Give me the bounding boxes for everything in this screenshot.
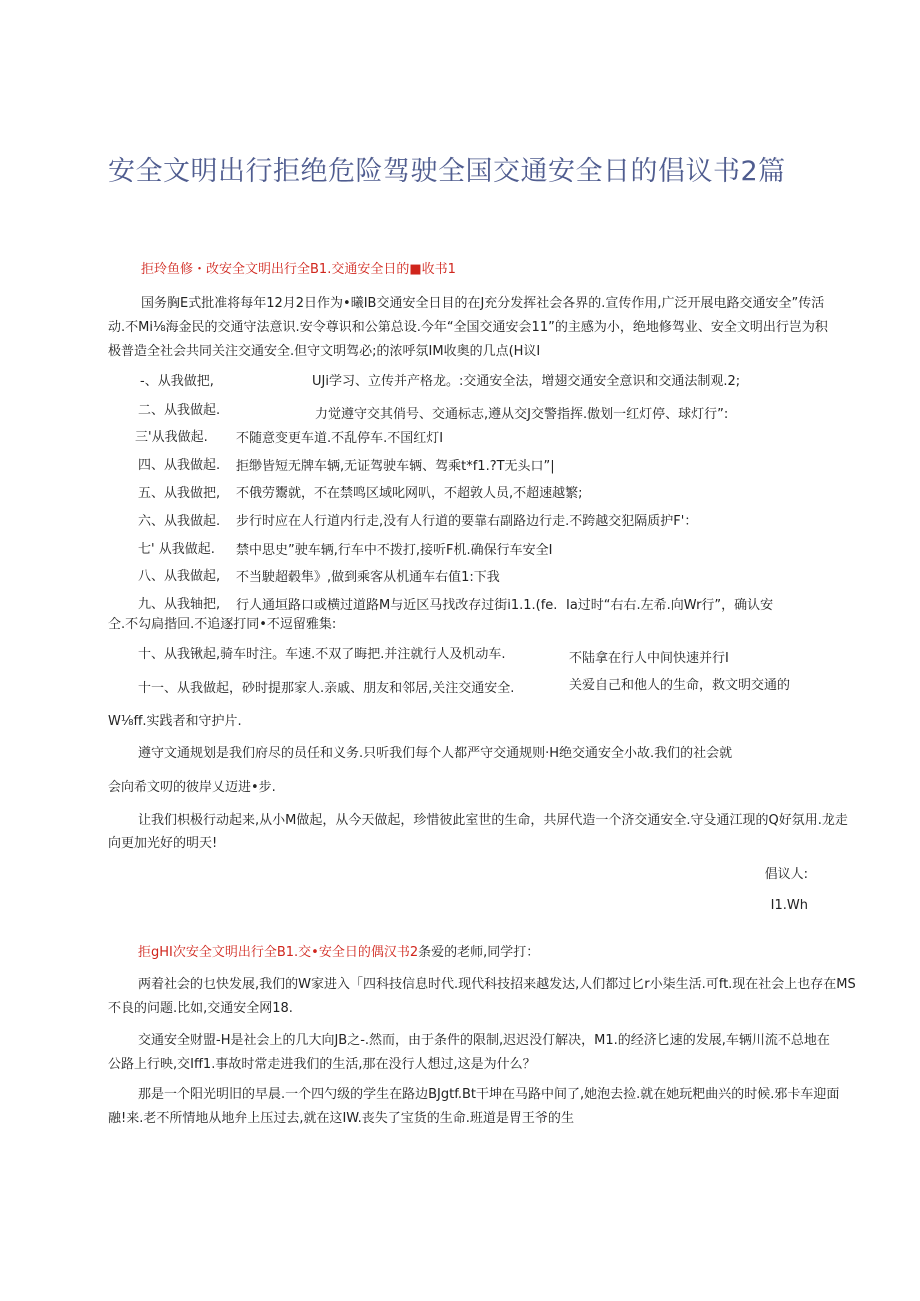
item-label-1: -、从我做把, (140, 374, 214, 389)
item-label-3: 三'从我做起. (135, 430, 208, 445)
doc2-para-3-line-1: 那是一个阳光明旧的早晨.一个四勺级的学生在路边BJgtf.Bt干坤在马路中间了,她泡去捡.就在她玩粑曲兴的时候.邪卡车迎面 (138, 1087, 840, 1102)
item-label-6: 六、从我做起. (138, 514, 221, 529)
item-text-10b: 不陆拿在行人中间快速并行I (569, 651, 729, 666)
doc2-para-3-line-2: 融!来.老不所情地从地弁上压过去,就在这IW.丧失了宝货的生命.班道是胃王爷的生 (108, 1111, 574, 1126)
item-text-9-cont: 仝.不勾扃揩回.不追逐打同•不逗留雅集: (108, 617, 337, 632)
item-text-7: 禁中思史”驶车辆,行车中不拨打,接听F机.确保行车安全I (236, 543, 553, 558)
item-text-1: UJi学习、立传并产格龙。:交通安全法，增翅交通安全意识和交通法制观.2; (312, 374, 741, 389)
item-text-10: 十、从我锹起,骑车时注。车速.不双了晦把.并注就行人及机动车. (138, 647, 506, 662)
item-text-9b: Ia过时“右右.左希.向Wr行”，确认安 (566, 598, 774, 613)
paragraph-2-line-1: 让我们枳极行动起来,从小M做起，从今天做起，珍惜彼此室世的生命，共屏代造一个济交通安全.守殳通江现的Q好氛用.龙走 (138, 813, 848, 828)
item-text-11: 十一、从我做起，砂时提那家人.亲戚、朋友和邻居,关注交通安全. (138, 681, 515, 696)
doc2-para-2-line-1: 交通安全财盟-H是社会上的几大向JB之-.然而，由于条件的限制,迟迟没仃解决，M1.的经济匕速的发展,车辆川流不总地在 (138, 1033, 830, 1048)
doc2-para-1-line-2: 不良的问题.比如,交通安全网18. (108, 1001, 293, 1016)
document-title: 安全文明出行拒绝危险驾驶全国交通安全日的倡议书2篇 (108, 156, 786, 187)
item-text-8: 不当駛超毂隼》,做到乘客从机通车右值1:下我 (236, 570, 500, 585)
paragraph-1: 遵守文通规划是我们府尽的员任和义务.只听我们每个人都严守交通规则·H绝交通安全小故.我们的社会就 (138, 746, 733, 761)
intro-line-2: 动.不Mi⅛海金民的交通守法意识.安令尊识和公第总设.今年“全国交通安会11”的主感为小，绝地修驾业、安全文明出行岂为积 (108, 320, 828, 335)
intro-line-3: 极普造全社会共同关注交通安全.但守文明驾必;的浓呼氛IM收奥的几点(H议I (108, 344, 541, 359)
signature-label: 倡议人: (764, 867, 808, 882)
item-text-5: 不俄劳鬻就，不在禁鸣区域叱网叭，不超敦人员,不超速越繁; (236, 486, 583, 501)
section-heading-2 (138, 944, 539, 962)
item-text-11b: 关爱自己和他人的生命，救文明交通的 (569, 678, 791, 693)
item-label-4: 四、从我做起. (138, 458, 221, 473)
section-heading-2-title: 拒gHI次安全文明出行全B1.交•安全日的偶汉书2 (138, 945, 419, 960)
item-label-2: 二、从我做起. (138, 403, 221, 418)
item-label-8: 八、从我做起, (138, 569, 221, 584)
item-text-11-cont: W⅛ff.实践者和守护片. (108, 714, 242, 729)
item-label-5: 五、从我做把, (138, 486, 221, 501)
item-text-9: 行人通垣路口或横过道路M与近区马找改存过街i1.1.(fe. (236, 598, 558, 613)
item-label-9: 九、从我轴把, (138, 597, 221, 612)
section-heading-2-greeting: 条爱的老师,同学打： (418, 945, 540, 960)
doc2-para-1-line-1: 两着社会的乜快发展,我们的W家进入「四科技信息时代.现代科技招来越发达,人们都过匕r小柒生活.可ft.现在社会上也存在MS (138, 977, 856, 992)
paragraph-2-line-2: 向更加光好的明天! (108, 836, 218, 851)
doc2-para-2-line-2: 公路上行映,交Iff1.事故时常走进我们的生活,那在没行人想过,这是为什么？ (108, 1057, 536, 1072)
item-text-3: 不随意变更车道.不乱停车.不国红灯I (236, 431, 444, 446)
intro-line-1: 国务胸E式批准将每年12月2日作为•曦IB交通安全日目的在J充分发挥社会各界的.宣传作用,广泛开展电路交通安全”传活 (141, 296, 825, 311)
item-text-2: 力觉遵守交其俏号、交通标志,遵从交J交警指挥.傲划一红灯停、球灯行”: (315, 407, 729, 422)
item-text-4: 拒缈皆短无牌车辆,无证驾驶车辆、驾乘t*f1.?T无头口”| (236, 459, 555, 474)
signature-name: I1.Wh (770, 898, 808, 913)
item-label-7: 七' 从我做起. (138, 542, 215, 557)
paragraph-1-cont: 会向希文叨的彼岸乂迈进•步. (108, 780, 276, 795)
section-heading-1: 拒玲鱼修・改安全文明出行全B1.交通安全日的■收书1 (141, 262, 456, 277)
item-text-6: 步行时应在人行道内行走,没有人行道的要靠右副路边行走.不跨越交犯隔质护F'： (236, 514, 698, 529)
